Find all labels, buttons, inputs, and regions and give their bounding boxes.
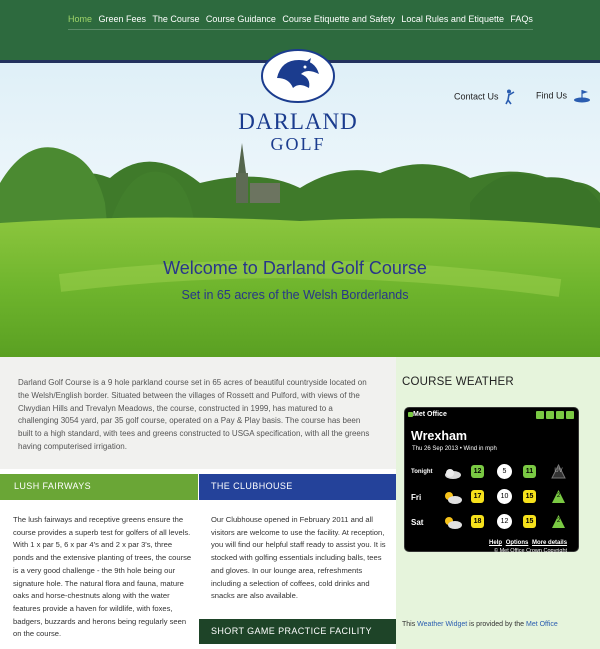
nav-menu	[68, 10, 533, 28]
clubhouse-heading: THE CLUBHOUSE	[211, 481, 293, 491]
attribution-middle: is provided by the	[467, 621, 526, 628]
sun-settings-icon[interactable]	[546, 411, 554, 419]
nav-item-faqs[interactable]: FAQs	[510, 14, 533, 24]
contact-us-link[interactable]	[454, 89, 516, 105]
uv-indicator	[551, 489, 566, 509]
lush-fairways-text: The lush fairways and receptive greens ensure the course provides a superb test for golfers of all levels. With 1 x par 5, 6 x par 4's and 2 x par 3's, three ponds and the extensive planting of trees, the course is a very good challenge - the 9th hole being our signature hole. The natural flora and fauna, mature oaks and horse-chestnuts along with the water features provide a haven for wildlife, with foxes, badgers, buzzards and herons being regularly seen on the course.	[13, 515, 192, 639]
golf-course-landscape	[0, 63, 600, 357]
uv-indicator	[551, 464, 566, 484]
logo-text-golf: GOLF	[270, 134, 326, 154]
wind-speed: 10	[497, 489, 512, 504]
list-icon[interactable]	[566, 411, 574, 419]
nav-item-home[interactable]: Home	[68, 14, 93, 24]
forecast-day: Sat	[411, 518, 424, 527]
wind-gust-badge: 11	[523, 465, 536, 478]
forecast-row	[411, 513, 576, 533]
short-game-header	[199, 619, 396, 644]
course-weather-heading: COURSE WEATHER	[402, 376, 514, 388]
widget-body	[407, 422, 576, 554]
met-office-link[interactable]: Met Office	[526, 621, 558, 628]
wind-gust-badge: 15	[523, 490, 536, 503]
location-icon[interactable]	[556, 411, 564, 419]
partly-cloudy-night-icon	[443, 466, 463, 480]
uv-value: 2	[556, 493, 561, 499]
uv-value: UV	[554, 468, 563, 474]
find-us-label: Find Us	[536, 90, 568, 101]
sunny-intervals-icon	[443, 491, 463, 505]
sunny-intervals-icon	[443, 516, 463, 530]
clubhouse-text: Our Clubhouse opened in February 2011 and all visitors are welcome to use the facility. At reception, you will find our helpful staff ready to assist you. It is stocked with golfing essentials including balls, tees and gloves. In our lounge area, refreshments including a selection of coffees, cold drinks and snacks are also available.	[211, 515, 386, 601]
widget-toolbar	[536, 411, 574, 419]
widget-city: Wrexham	[411, 429, 468, 443]
forecast-row	[411, 463, 576, 483]
hole-flag-icon	[573, 89, 591, 103]
attribution-prefix: This	[402, 621, 418, 628]
darland-golf-logo[interactable]	[236, 110, 360, 154]
short-game-heading: SHORT GAME PRACTICE FACILITY	[211, 626, 372, 636]
hero-banner	[0, 63, 600, 357]
temperature-badge: 17	[471, 490, 484, 503]
lush-fairways-header	[0, 474, 198, 500]
logo-text-darland: DARLAND	[238, 109, 358, 134]
forecast-row	[411, 488, 576, 508]
hero-subtitle: Set in 65 acres of the Welsh Borderlands	[181, 288, 409, 302]
wind-speed: 5	[497, 464, 512, 479]
nav-item-local-rules[interactable]: Local Rules and Etiquette	[401, 14, 504, 24]
nav-item-the-course[interactable]: The Course	[152, 14, 200, 24]
nav-item-green-fees[interactable]: Green Fees	[98, 14, 146, 24]
expand-icon[interactable]	[536, 411, 544, 419]
hero-title: Welcome to Darland Golf Course	[163, 258, 427, 278]
widget-links	[489, 540, 569, 546]
forecast-day: Tonight	[411, 469, 433, 475]
intro-panel	[0, 357, 396, 469]
clubhouse-header	[199, 474, 396, 500]
temperature-badge: 18	[471, 515, 484, 528]
widget-brand: Met Office	[413, 411, 447, 418]
crown-copyright-link[interactable]: © Met Office Crown Copyright	[494, 548, 568, 554]
wind-gust-badge: 15	[523, 515, 536, 528]
lush-fairways-heading: LUSH FAIRWAYS	[14, 481, 92, 491]
options-link[interactable]: Options	[505, 540, 529, 546]
temperature-badge: 12	[471, 465, 484, 478]
nav-item-course-guidance[interactable]: Course Guidance	[205, 14, 276, 24]
find-us-link[interactable]	[536, 89, 591, 103]
met-office-weather-widget	[404, 407, 579, 552]
help-link[interactable]: Help	[489, 540, 503, 546]
forecast-day: Fri	[411, 493, 422, 502]
weather-widget-link[interactable]: Weather Widget	[417, 621, 468, 628]
uv-value: 2	[556, 518, 561, 524]
widget-date: Thu 26 Sep 2013 • Wind in mph	[412, 446, 497, 452]
uv-indicator	[551, 514, 566, 534]
nav-divider	[68, 29, 533, 30]
golfer-icon	[504, 89, 516, 105]
nav-item-etiquette-safety[interactable]: Course Etiquette and Safety	[282, 14, 395, 24]
contact-us-label: Contact Us	[454, 91, 499, 102]
more-details-link[interactable]: More details	[532, 540, 568, 546]
wind-speed: 12	[497, 514, 512, 529]
widget-attribution	[402, 621, 558, 628]
griffin-crest-icon	[259, 48, 337, 104]
intro-text: Darland Golf Course is a 9 hole parkland course set in 65 acres of beautiful countryside located on the Welsh/English border. Situated between the villages of Rossett and Pulford, with views of the Clwydian Hills and Trevalyn Meadows, the course, constructed in 1999, has matured to a challenging 3054 yard, par 35 golf course, operated on a Pay & Play basis. The course has been built to a high standard, with tees and greens constructed to USGA specification, with all the greens having computerised irrigation.	[18, 378, 370, 451]
